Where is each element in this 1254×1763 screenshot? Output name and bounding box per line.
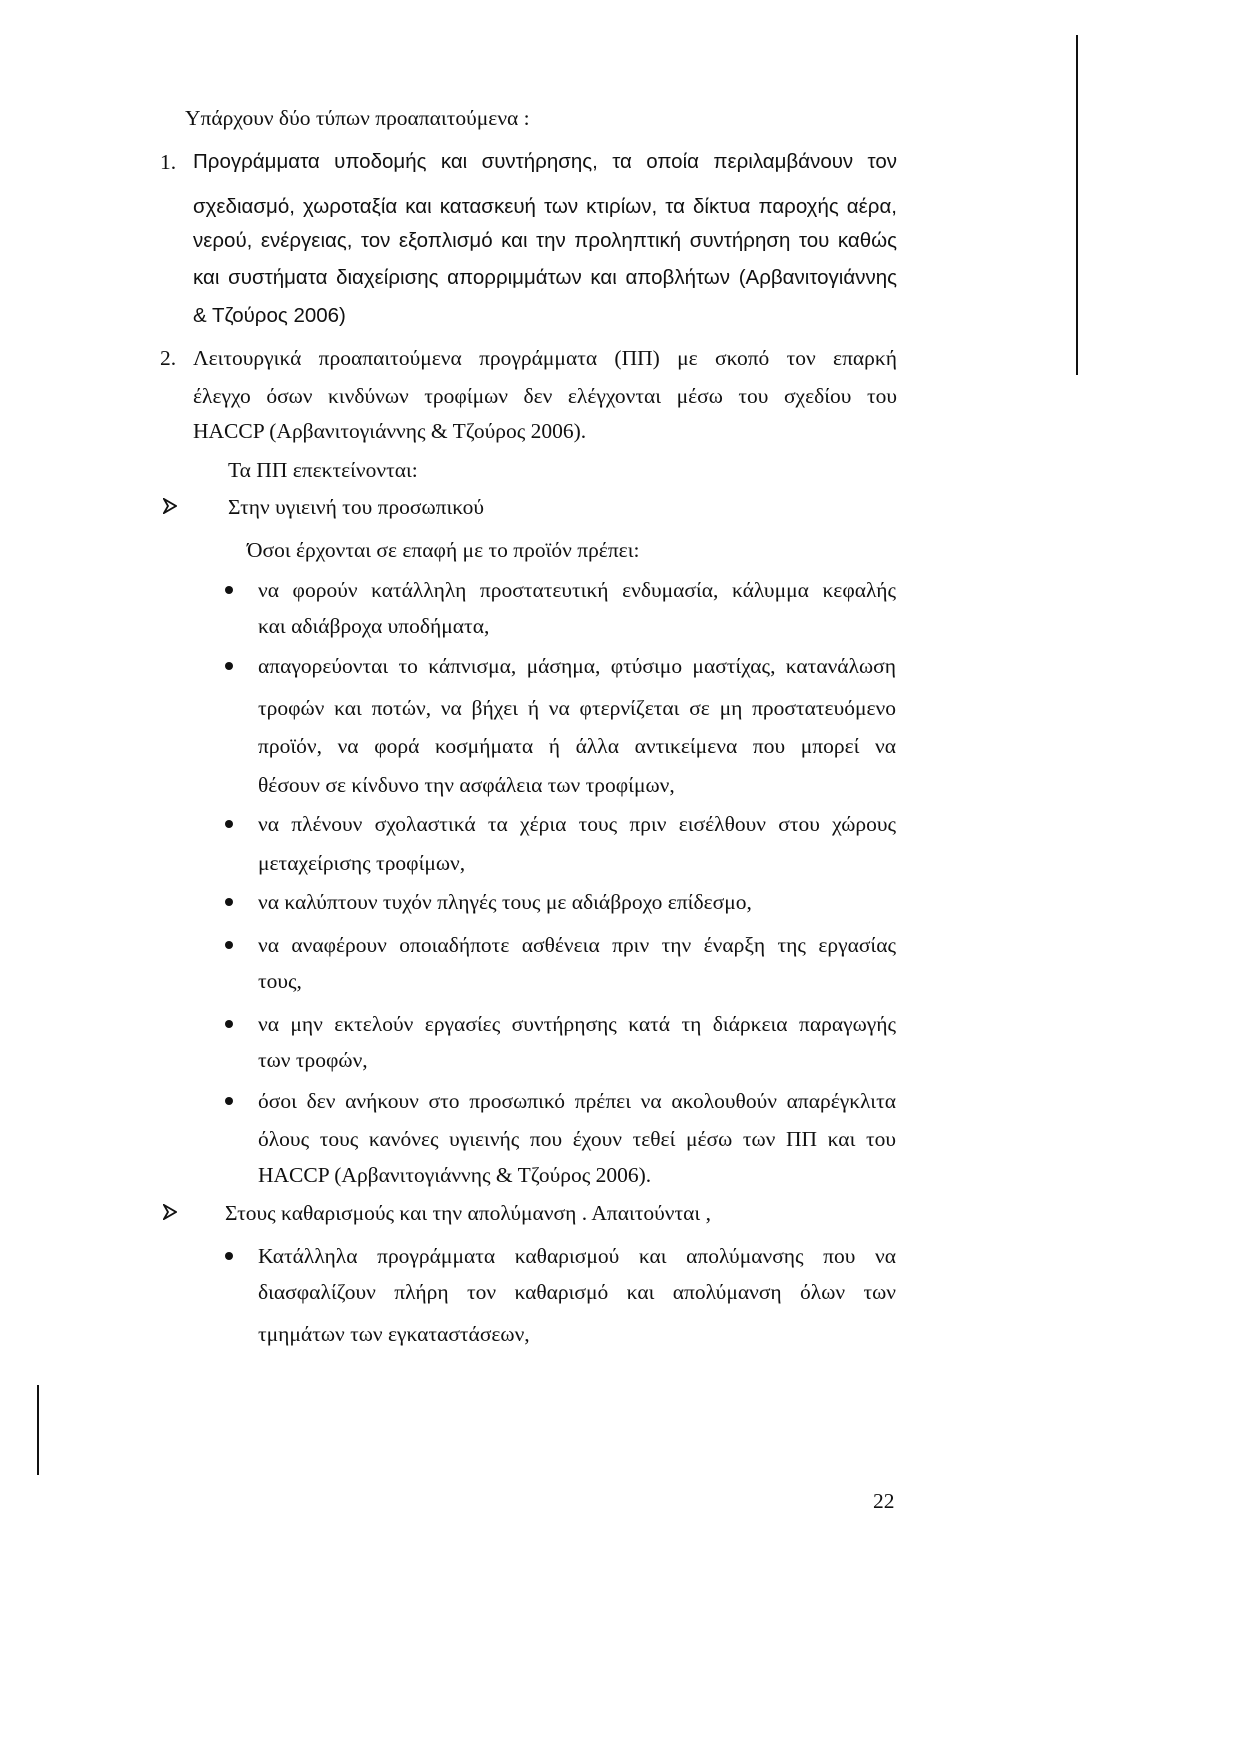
bullet-dot-icon bbox=[225, 820, 233, 828]
page-number: 22 bbox=[873, 1489, 895, 1513]
bullet-dot-icon bbox=[225, 941, 233, 949]
item-2-line: HACCP (Αρβανιτογιάννης & Τζούρος 2006). bbox=[193, 419, 587, 443]
section-hygiene-title: Στην υγιεινή του προσωπικού bbox=[228, 495, 485, 519]
hygiene-bullet-line: προϊόν, να φορά κοσμήματα ή άλλα αντικείμενα που μπορεί να bbox=[258, 734, 896, 758]
cleaning-bullet-line: τμημάτων των εγκαταστάσεων, bbox=[258, 1322, 530, 1346]
hygiene-bullet-line: να καλύπτουν τυχόν πληγές τους με αδιάβροχο επίδεσμο, bbox=[258, 890, 752, 914]
hygiene-bullet-line: να μην εκτελούν εργασίες συντήρησης κατά τη διάρκεια παραγωγής bbox=[258, 1012, 896, 1036]
hygiene-bullet-line: μεταχείρισης τροφίμων, bbox=[258, 851, 466, 875]
item-2-number: 2. bbox=[160, 346, 177, 370]
bullet-dot-icon bbox=[225, 1020, 233, 1028]
bullet-dot-icon bbox=[225, 586, 233, 594]
cleaning-bullet-line: Κατάλληλα προγράμματα καθαρισμού και απολύμανσης που να bbox=[258, 1244, 896, 1268]
arrow-bullet-icon bbox=[163, 1204, 177, 1220]
item-2-line: έλεγχο όσων κινδύνων τροφίμων δεν ελέγχονται μέσω του σχεδίου του bbox=[193, 384, 897, 408]
cleaning-bullet-line: διασφαλίζουν πλήρη τον καθαρισμό και απολύμανση όλων των bbox=[258, 1280, 896, 1304]
section-cleaning-title: Στους καθαρισμούς και την απολύμανση . Απαιτούνται , bbox=[225, 1201, 711, 1225]
bullet-dot-icon bbox=[225, 662, 233, 670]
hygiene-bullet-line: απαγορεύονται το κάπνισμα, μάσημα, φτύσιμο μαστίχας, κατανάλωση bbox=[258, 654, 896, 678]
item-1-number: 1. bbox=[160, 150, 177, 174]
intro-text: Υπάρχουν δύο τύπων προαπαιτούμενα : bbox=[185, 106, 530, 130]
scan-edge-line-right bbox=[1076, 35, 1078, 375]
section-hygiene-subtitle: Όσοι έρχονται σε επαφή με το προϊόν πρέπει: bbox=[247, 538, 640, 562]
arrow-bullet-icon bbox=[163, 498, 177, 514]
bullet-dot-icon bbox=[225, 898, 233, 906]
hygiene-bullet-line: όσοι δεν ανήκουν στο προσωπικό πρέπει να ακολουθούν απαρέγκλιτα bbox=[258, 1089, 896, 1113]
hygiene-bullet-line: τους, bbox=[258, 969, 302, 993]
hygiene-bullet-line: να φορούν κατάλληλη προστατευτική ενδυμασία, κάλυμμα κεφαλής bbox=[258, 578, 896, 602]
hygiene-bullet-line: HACCP (Αρβανιτογιάννης & Τζούρος 2006). bbox=[258, 1163, 652, 1187]
hygiene-bullet-line: θέσουν σε κίνδυνο την ασφάλεια των τροφίμων, bbox=[258, 773, 675, 797]
hygiene-bullet-line: να αναφέρουν οποιαδήποτε ασθένεια πριν την έναρξη της εργασίας bbox=[258, 933, 896, 957]
extend-heading: Τα ΠΠ επεκτείνονται: bbox=[228, 458, 418, 482]
item-1-line: & Τζούρος 2006) bbox=[193, 304, 346, 327]
hygiene-bullet-line: όλους τους κανόνες υγιεινής που έχουν τεθεί μέσω των ΠΠ και του bbox=[258, 1127, 896, 1151]
bullet-dot-icon bbox=[225, 1097, 233, 1105]
bullet-dot-icon bbox=[225, 1252, 233, 1260]
hygiene-bullet-line: τροφών και ποτών, να βήχει ή να φτερνίζεται σε μη προστατευόμενο bbox=[258, 696, 896, 720]
item-2-line: Λειτουργικά προαπαιτούμενα προγράμματα (ΠΠ) με σκοπό τον επαρκή bbox=[193, 346, 897, 370]
hygiene-bullet-line: των τροφών, bbox=[258, 1048, 368, 1072]
scan-edge-line-left bbox=[37, 1385, 39, 1475]
hygiene-bullet-line: να πλένουν σχολαστικά τα χέρια τους πριν εισέλθουν στου χώρους bbox=[258, 812, 896, 836]
item-1-line: Προγράμματα υποδομής και συντήρησης, τα οποία περιλαμβάνουν τον bbox=[193, 150, 897, 173]
item-1-line: σχεδιασμό, χωροταξία και κατασκευή των κτιρίων, τα δίκτυα παροχής αέρα, bbox=[193, 195, 897, 218]
hygiene-bullet-line: και αδιάβροχα υποδήματα, bbox=[258, 614, 490, 638]
item-1-line: και συστήματα διαχείρισης απορριμμάτων και αποβλήτων (Αρβανιτογιάννης bbox=[193, 266, 897, 289]
item-1-line: νερού, ενέργειας, τον εξοπλισμό και την προληπτική συντήρηση του καθώς bbox=[193, 229, 897, 252]
